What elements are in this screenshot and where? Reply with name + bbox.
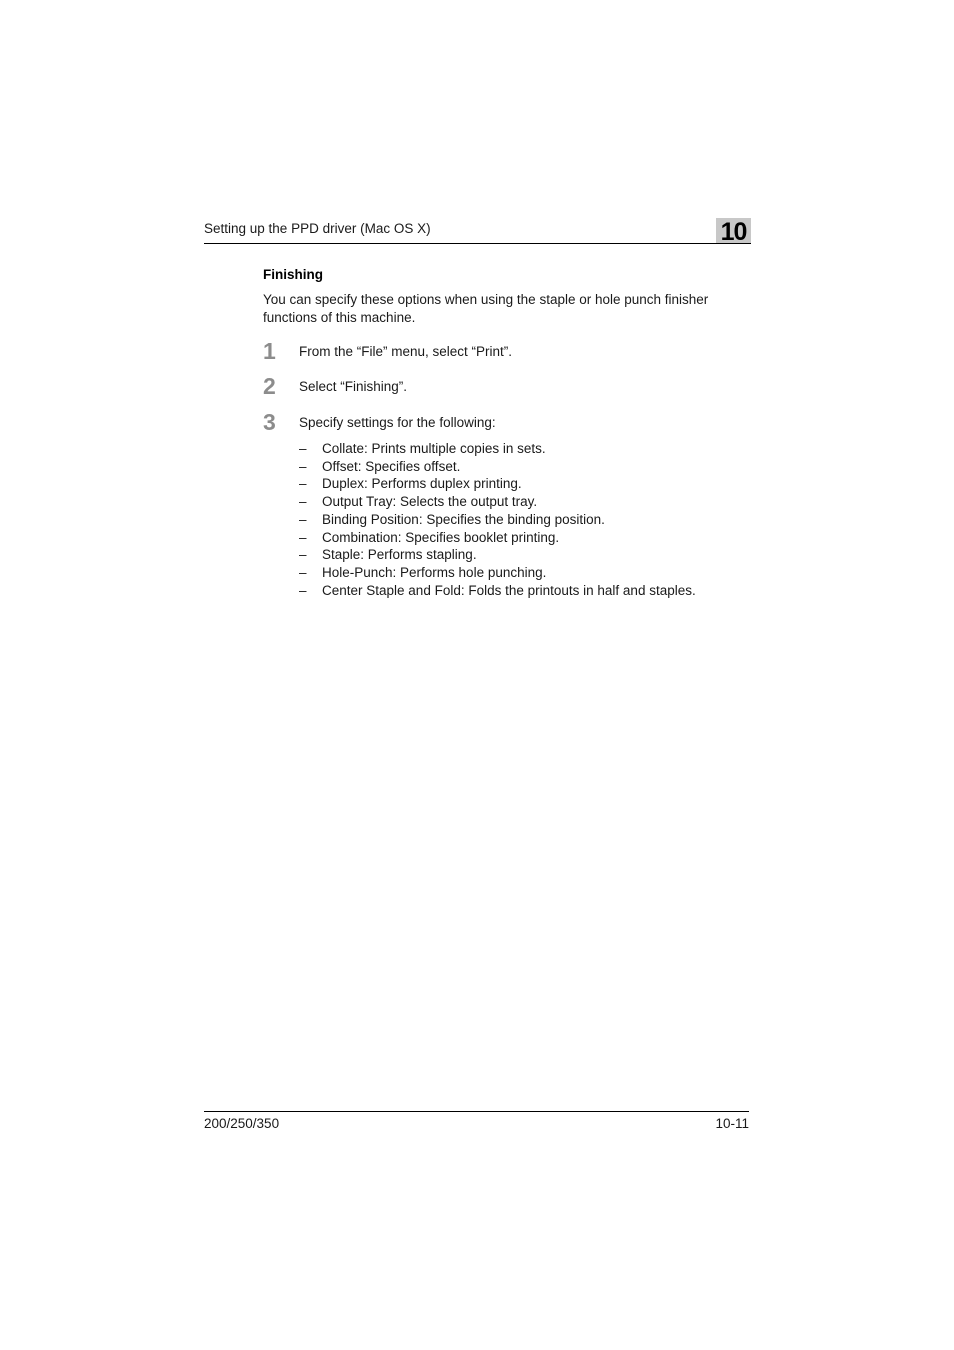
header-title: Setting up the PPD driver (Mac OS X) [204, 221, 431, 236]
dash-bullet: – [299, 564, 307, 580]
dash-bullet: – [299, 529, 307, 545]
dash-bullet: – [299, 547, 307, 563]
step-number: 1 [263, 338, 276, 364]
step-text: Specify settings for the following: [299, 415, 496, 430]
dash-bullet: – [299, 458, 307, 474]
list-item-text: Combination: Specifies booklet printing. [322, 529, 560, 545]
step-text: Select “Finishing”. [299, 379, 408, 394]
section-heading: Finishing [263, 267, 323, 282]
list-item [299, 475, 696, 493]
page-footer [204, 1111, 749, 1134]
chapter-number-badge: 10 [716, 218, 751, 243]
list-item-text: Hole-Punch: Performs hole punching. [322, 564, 547, 580]
list-item [299, 511, 696, 529]
dash-bullet: – [299, 494, 307, 510]
list-item-text: Collate: Prints multiple copies in sets. [322, 441, 546, 456]
list-item-text: Offset: Specifies offset. [322, 458, 461, 474]
dash-bullet: – [299, 476, 307, 492]
step-number: 2 [263, 373, 276, 399]
list-item [299, 529, 696, 547]
step-number: 3 [263, 409, 276, 435]
list-item-text: Duplex: Performs duplex printing. [322, 476, 522, 492]
list-item-text: Binding Position: Specifies the binding position. [322, 511, 605, 527]
dash-bullet: – [299, 511, 307, 527]
list-item [299, 564, 696, 582]
dash-bullet: – [299, 582, 307, 598]
list-item-text: Staple: Performs stapling. [322, 547, 477, 563]
section-intro: You can specify these options when using the staple or hole punch finisher functions of this machine. [263, 292, 709, 325]
list-item-text: Output Tray: Selects the output tray. [322, 494, 538, 510]
footer-model-number: 200/250/350 [204, 1116, 280, 1131]
list-item [299, 458, 696, 476]
list-item [299, 582, 696, 600]
options-list [299, 440, 696, 599]
list-item [299, 493, 696, 511]
dash-bullet: – [299, 441, 307, 456]
list-item [299, 440, 696, 458]
page-header [204, 218, 751, 244]
step-text: From the “File” menu, select “Print”. [299, 344, 513, 359]
list-item-text: Center Staple and Fold: Folds the printouts in half and staples. [322, 582, 696, 598]
list-item [299, 546, 696, 564]
footer-page-number: 10-11 [715, 1116, 749, 1131]
